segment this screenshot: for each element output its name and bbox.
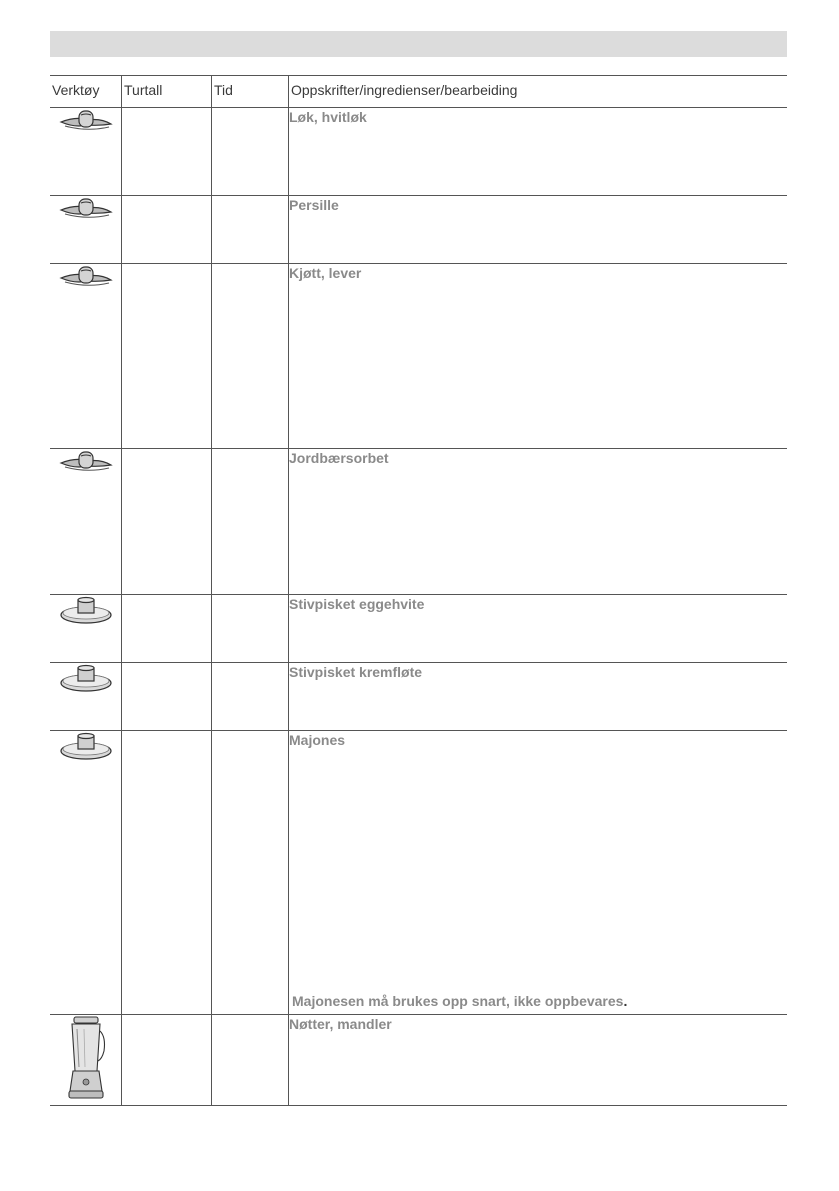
recipe-table	[50, 75, 787, 1106]
blade-icon	[57, 449, 115, 475]
whisk-disc-icon	[57, 595, 115, 625]
speed-cell	[122, 663, 212, 731]
recipe-title: Nøtter, mandler	[289, 1016, 392, 1032]
time-cell	[212, 731, 289, 1015]
blade-icon	[57, 108, 115, 134]
recipe-cell	[289, 108, 788, 196]
time-cell	[212, 449, 289, 595]
table-row	[50, 196, 787, 264]
tool-cell	[50, 731, 122, 1015]
whisk-disc-icon	[57, 663, 115, 693]
speed-cell	[122, 1015, 212, 1106]
table-row	[50, 1015, 787, 1106]
header-bar	[50, 31, 787, 57]
recipe-note-text: Majonesen må brukes opp snart, ikke oppbevares	[292, 993, 624, 1009]
speed-cell	[122, 108, 212, 196]
time-cell	[212, 1015, 289, 1106]
table-row	[50, 264, 787, 449]
header-tool: Verktøy	[50, 76, 122, 108]
tool-cell	[50, 108, 122, 196]
header-recipe: Oppskrifter/ingredienser/bearbeiding	[289, 76, 788, 108]
recipe-title: Jordbærsorbet	[289, 450, 389, 466]
recipe-cell	[289, 449, 788, 595]
speed-cell	[122, 731, 212, 1015]
tool-cell	[50, 595, 122, 663]
speed-cell	[122, 196, 212, 264]
table-header-row	[50, 76, 787, 108]
recipe-cell	[289, 1015, 788, 1106]
recipe-title: Kjøtt, lever	[289, 265, 362, 281]
time-cell	[212, 196, 289, 264]
tool-cell	[50, 449, 122, 595]
header-time: Tid	[212, 76, 289, 108]
recipe-title: Majones	[289, 732, 346, 748]
time-cell	[212, 108, 289, 196]
recipe-cell	[289, 196, 788, 264]
speed-cell	[122, 595, 212, 663]
tool-cell	[50, 1015, 122, 1106]
speed-cell	[122, 449, 212, 595]
recipe-title: Persille	[289, 197, 339, 213]
recipe-note: Majonesen må brukes opp snart, ikke oppbevares.	[292, 993, 628, 1009]
recipe-cell	[289, 663, 788, 731]
header-speed: Turtall	[122, 76, 212, 108]
time-cell	[212, 264, 289, 449]
table-row	[50, 108, 787, 196]
table-row	[50, 663, 787, 731]
recipe-cell	[289, 731, 788, 1015]
recipe-cell	[289, 595, 788, 663]
blender-jug-icon	[64, 1015, 108, 1101]
tool-cell	[50, 264, 122, 449]
recipe-title: Stivpisket kremfløte	[289, 664, 423, 680]
time-cell	[212, 595, 289, 663]
whisk-disc-icon	[57, 731, 115, 761]
table-row	[50, 731, 787, 1015]
recipe-title: Løk, hvitløk	[289, 109, 367, 125]
blade-icon	[57, 196, 115, 222]
recipe-title: Stivpisket eggehvite	[289, 596, 425, 612]
recipe-cell	[289, 264, 788, 449]
table-row	[50, 449, 787, 595]
tool-cell	[50, 196, 122, 264]
speed-cell	[122, 264, 212, 449]
time-cell	[212, 663, 289, 731]
table-row	[50, 595, 787, 663]
blade-icon	[57, 264, 115, 290]
tool-cell	[50, 663, 122, 731]
